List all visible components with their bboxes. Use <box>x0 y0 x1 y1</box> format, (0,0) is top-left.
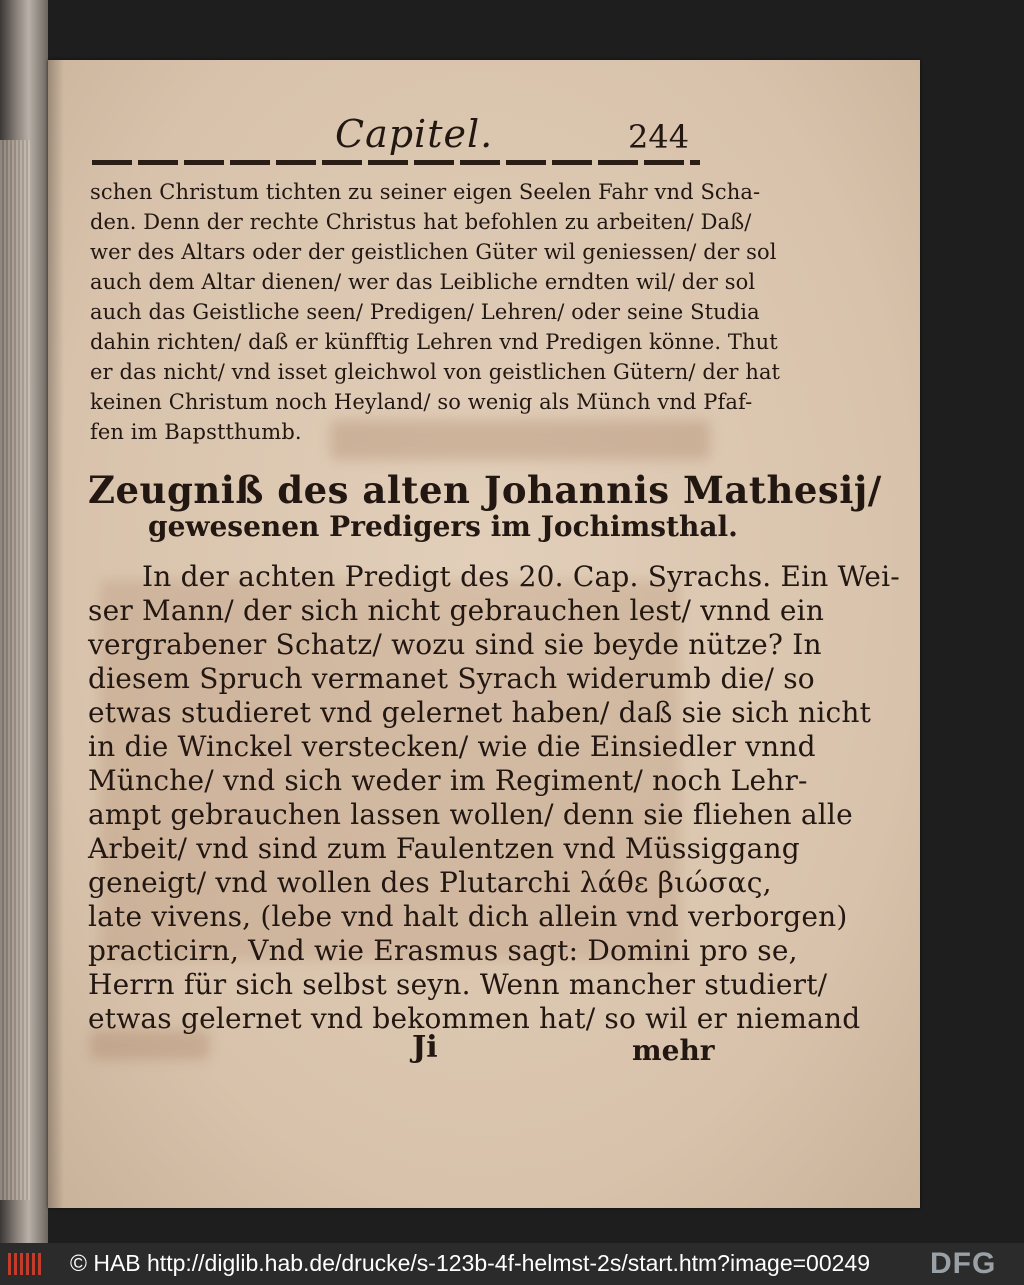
passage-line: den. Denn der rechte Christus hat befohlen zu arbeiten/ Daß/ <box>90 210 752 234</box>
body-line: late vivens, (lebe vnd halt dich allein vnd verborgen) <box>88 900 848 933</box>
passage-line: dahin richten/ daß er künfftig Lehren vnd Predigen könne. Thut <box>90 330 778 354</box>
body-line: Herrn für sich selbst seyn. Wenn mancher studiert/ <box>88 968 828 1001</box>
body-line: Münche/ vnd sich weder im Regiment/ noch Lehr- <box>88 764 808 797</box>
body-line: geneigt/ vnd wollen des Plutarchi λάθε βιώσας, <box>88 866 772 899</box>
header-rule <box>92 160 700 165</box>
page-number: 244 <box>628 118 690 156</box>
passage-line: schen Christum tichten zu seiner eigen Seelen Fahr vnd Scha- <box>90 180 761 204</box>
body-line: In der achten Predigt des 20. Cap. Syrachs. Ein Wei- <box>142 560 900 593</box>
body-line: ser Mann/ der sich nicht gebrauchen lest/ vnnd ein <box>88 594 825 627</box>
passage-line: er das nicht/ vnd isset gleichwol von geistlichen Gütern/ der hat <box>90 360 781 384</box>
body-line: practicirn, Vnd wie Erasmus sagt: Domini pro se, <box>88 934 798 967</box>
hab-barcode-logo-icon <box>6 1251 46 1277</box>
body-line: diesem Spruch vermanet Syrach widerumb die/ so <box>88 662 815 695</box>
passage-line: auch das Geistliche seen/ Predigen/ Lehren/ oder seine Studia <box>90 300 760 324</box>
body-line: Arbeit/ vnd sind zum Faulentzen vnd Müssiggang <box>88 832 800 865</box>
passage-line: auch dem Altar dienen/ wer das Leibliche erndten wil/ der sol <box>90 270 756 294</box>
viewer-footer <box>0 1243 1024 1285</box>
passage-line: fen im Bapstthumb. <box>90 420 302 444</box>
source-url[interactable]: © HAB http://diglib.hab.de/drucke/s-123b-4f-helmst-2s/start.htm?image=00249 <box>70 1250 871 1276</box>
running-header-title: Capitel. <box>335 112 494 156</box>
body-line: ampt gebrauchen lassen wollen/ denn sie fliehen alle <box>88 798 853 831</box>
page-edges <box>0 140 30 1200</box>
dfg-logo: DFG <box>930 1247 997 1280</box>
body-line: in die Winckel verstecken/ wie die Einsiedler vnnd <box>88 730 816 763</box>
body-line: etwas gelernet vnd bekommen hat/ so wil er niemand <box>88 1002 861 1035</box>
passage-line: keinen Christum noch Heyland/ so wenig als Münch vnd Pfaf- <box>90 390 753 414</box>
body-line: etwas studieret vnd gelernet haben/ daß sie sich nicht <box>88 696 872 729</box>
section-heading: Zeugniß des alten Johannis Mathesij/ <box>88 468 882 512</box>
passage-line: wer des Altars oder der geistlichen Güter wil geniessen/ der sol <box>90 240 777 264</box>
ink-bleed <box>330 420 710 460</box>
section-subheading: gewesenen Predigers im Jochimsthal. <box>148 510 738 543</box>
signature-mark: Ji <box>412 1030 438 1065</box>
page-gutter-shadow <box>48 60 64 1208</box>
catchword: mehr <box>632 1034 715 1067</box>
body-line: vergrabener Schatz/ wozu sind sie beyde nütze? In <box>88 628 822 661</box>
